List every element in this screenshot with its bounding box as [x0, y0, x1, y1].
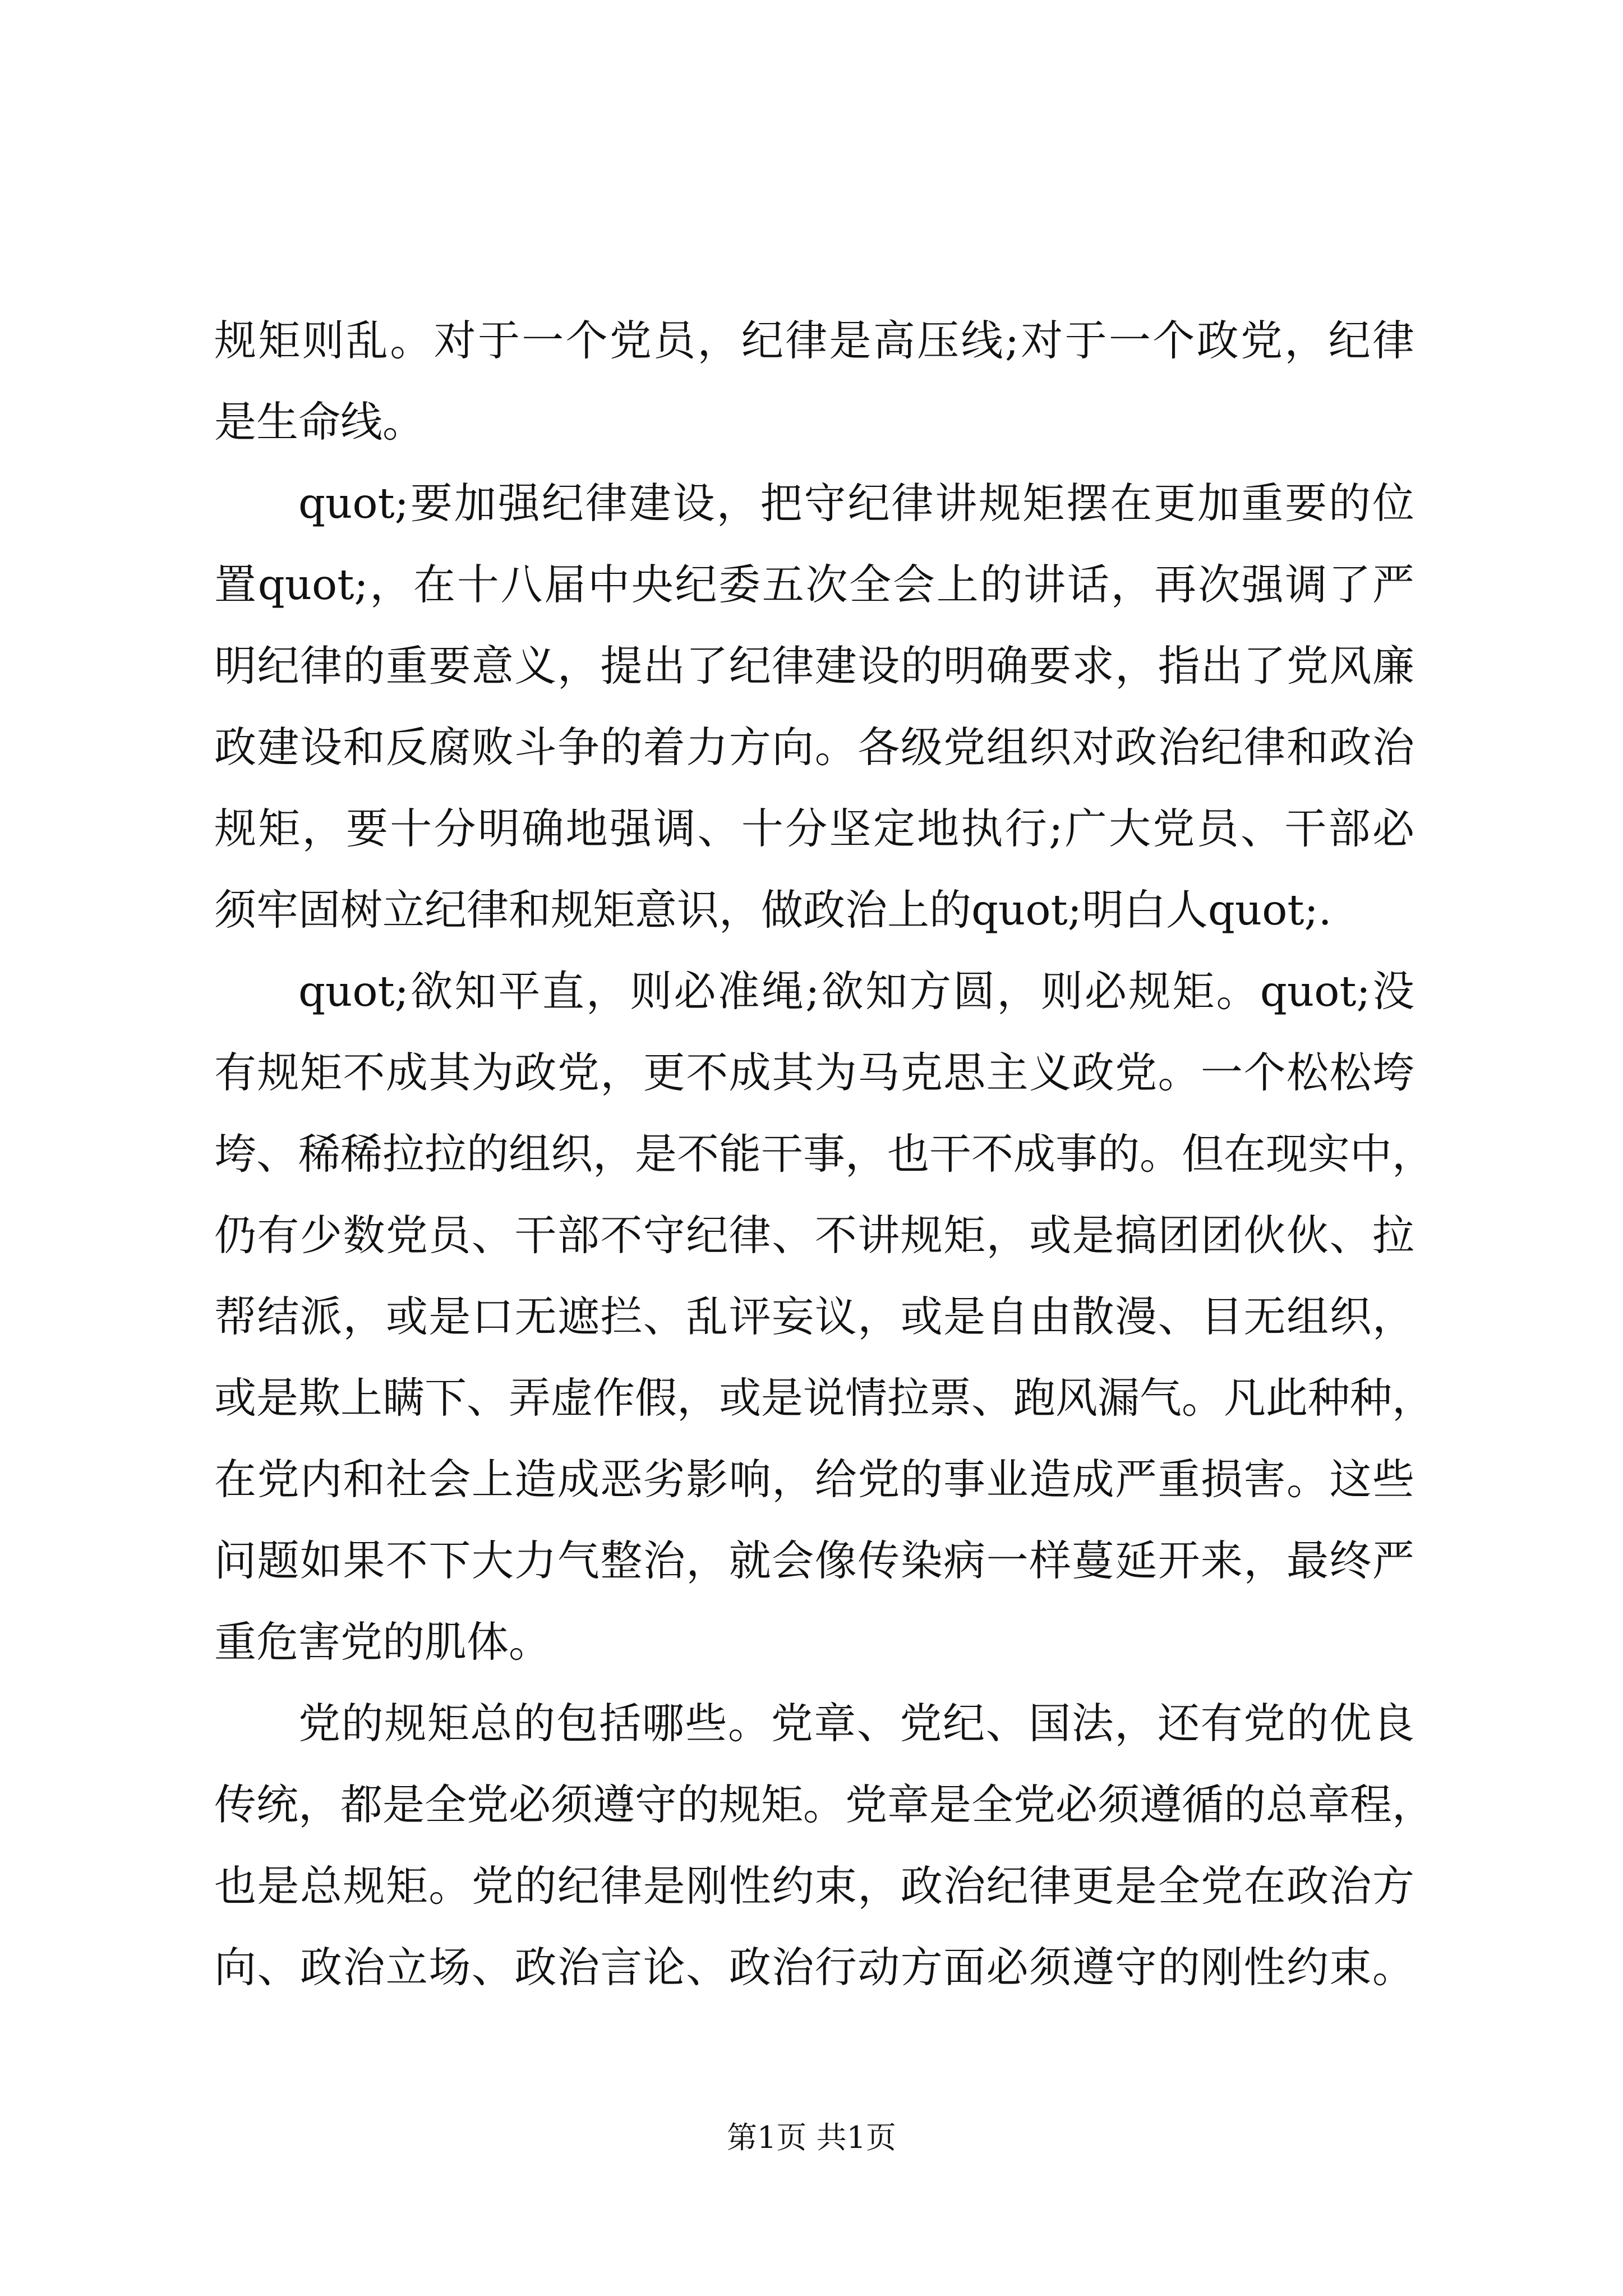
- page-footer: [0, 2118, 1623, 2157]
- page-number: 第1页 共1页: [727, 2120, 896, 2155]
- paragraph-first-line: 党的规矩总的包括哪些。党章、党纪、国法，还有党的优良: [298, 1699, 1414, 1748]
- text-line: 向、政治立场、政治言论、政治行动方面必须遵守的刚性约束。: [214, 1943, 1414, 1992]
- text-line: 传统，都是全党必须遵守的规矩。党章是全党必须遵循的总章程，: [214, 1780, 1435, 1829]
- text-line: 也是总规矩。党的纪律是刚性约束，政治纪律更是全党在政治方: [214, 1861, 1414, 1911]
- document-body: [214, 300, 1435, 2008]
- text-line: 问题如果不下大力气整治，就会像传染病一样蔓延开来，最终严: [214, 1536, 1414, 1585]
- text-line: 规矩则乱。对于一个党员，纪律是高压线;对于一个政党，纪律: [214, 316, 1414, 365]
- text-line: 明纪律的重要意义，提出了纪律建设的明确要求，指出了党风廉: [214, 641, 1414, 691]
- text-line: 重危害党的肌体。: [214, 1617, 551, 1667]
- text-line: 在党内和社会上造成恶劣影响，给党的事业造成严重损害。这些: [214, 1455, 1414, 1504]
- paragraph-first-line: quot;要加强纪律建设，把守纪律讲规矩摆在更加重要的位: [298, 478, 1414, 528]
- text-line: 政建设和反腐败斗争的着力方向。各级党组织对政治纪律和政治: [214, 723, 1414, 772]
- text-line: 是生命线。: [214, 397, 425, 447]
- text-line: 仍有少数党员、干部不守纪律、不讲规矩，或是搞团团伙伙、拉: [214, 1211, 1414, 1260]
- text-line: 帮结派，或是口无遮拦、乱评妄议，或是自由散漫、目无组织，: [214, 1292, 1414, 1341]
- text-line: 垮、稀稀拉拉的组织，是不能干事，也干不成事的。但在现实中，: [214, 1129, 1435, 1179]
- paragraph-first-line: quot;欲知平直，则必准绳;欲知方圆，则必规矩。quot;没: [298, 967, 1414, 1016]
- text-line: 须牢固树立纪律和规矩意识，做政治上的quot;明白人quot;.: [214, 885, 1332, 935]
- text-line: 或是欺上瞒下、弄虚作假，或是说情拉票、跑风漏气。凡此种种，: [214, 1373, 1435, 1423]
- text-line: 置quot;，在十八届中央纪委五次全会上的讲话，再次强调了严: [214, 560, 1414, 609]
- text-line: 规矩，要十分明确地强调、十分坚定地执行;广大党员、干部必: [214, 804, 1414, 853]
- text-line: 有规矩不成其为政党，更不成其为马克思主义政党。一个松松垮: [214, 1048, 1414, 1097]
